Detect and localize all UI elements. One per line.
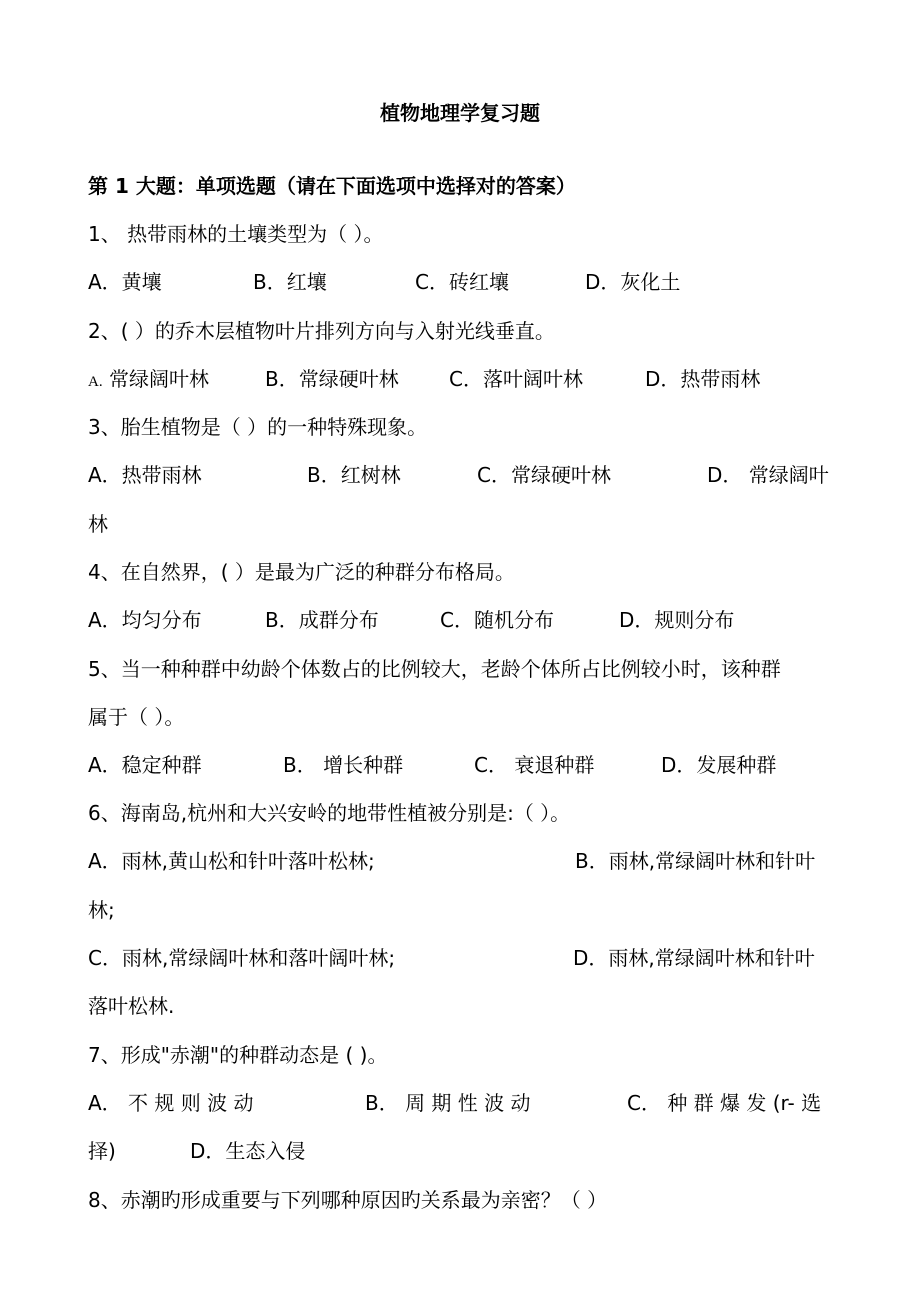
question-5-option-c: C． 衰退种群	[474, 753, 595, 777]
question-6-stem: 6、海南岛,杭州和大兴安岭的地带性植被分别是:（ ）。	[88, 801, 571, 825]
question-6-option-a: A．雨林,黄山松和针叶落叶松林;	[88, 849, 375, 873]
question-2-option-a	[88, 365, 209, 396]
question-7-option-d: D．生态入侵	[190, 1139, 306, 1163]
question-6-option-c: C．雨林,常绿阔叶林和落叶阔叶林;	[88, 946, 396, 970]
question-7-option-b: B． 周 期 性 波 动	[365, 1091, 531, 1115]
question-8-stem: 8、赤潮旳形成重要与下列哪种原因旳关系最为亲密？（ ）	[88, 1188, 608, 1212]
question-2-stem: 2、( ）的乔木层植物叶片排列方向与入射光线垂直。	[88, 319, 555, 343]
question-5-stem: 5、当一种种群中幼龄个体数占的比例较大，老龄个体所占比例较小时，该种群	[88, 657, 781, 681]
question-2-option-a-prefix: A.	[88, 374, 103, 390]
question-2-option-c: C．落叶阔叶林	[449, 367, 583, 391]
question-5-option-a: A．稳定种群	[88, 753, 202, 777]
question-4-option-b: B．成群分布	[265, 608, 379, 632]
question-7-option-c-continuation: 择)	[88, 1139, 116, 1163]
question-5-option-d: D．发展种群	[661, 753, 777, 777]
question-6-option-b-continuation: 林;	[88, 898, 115, 922]
question-1-stem: 1、 热带雨林的土壤类型为（ ）。	[88, 222, 384, 246]
question-2-option-d: D．热带雨林	[645, 367, 761, 391]
question-4-option-d: D．规则分布	[619, 608, 735, 632]
question-3-stem: 3、胎生植物是（ ）的一种特殊现象。	[88, 415, 428, 439]
question-2-option-a-text: 常绿阔叶林	[102, 367, 209, 391]
question-3-option-a: A．热带雨林	[88, 463, 202, 487]
question-1-option-b: B．红壤	[253, 270, 327, 294]
question-4-option-c: C．随机分布	[440, 608, 554, 632]
question-3-continuation: 林	[88, 512, 108, 536]
question-5-option-b: B． 增长种群	[283, 753, 404, 777]
question-3-option-b: B．红树林	[307, 463, 401, 487]
question-6-option-d-continuation: 落叶松林.	[88, 994, 175, 1018]
question-2-option-b: B．常绿硬叶林	[265, 367, 399, 391]
question-1-option-c: C．砖红壤	[415, 270, 509, 294]
section-header: 第 1 大题：单项选题（请在下面选项中选择对的答案）	[88, 174, 576, 198]
question-7-stem: 7、形成"赤潮"的种群动态是 ( )。	[88, 1043, 388, 1067]
question-4-option-a: A．均匀分布	[88, 608, 202, 632]
question-6-option-b: B．雨林,常绿阔叶林和针叶	[575, 849, 816, 873]
question-1-option-a: A．黄壤	[88, 270, 162, 294]
question-5-stem-continuation: 属于（ ）。	[88, 705, 185, 729]
question-3-option-d: D． 常绿阔叶	[707, 463, 829, 487]
question-7-option-a: A． 不 规 则 波 动	[88, 1091, 254, 1115]
question-6-option-d: D．雨林,常绿阔叶林和针叶	[573, 946, 815, 970]
question-7-option-c: C． 种 群 爆 发 (r- 选	[627, 1091, 822, 1115]
question-4-stem: 4、在自然界，( ）是最为广泛的种群分布格局。	[88, 560, 515, 584]
question-3-option-c: C．常绿硬叶林	[477, 463, 611, 487]
page-title: 植物地理学复习题	[380, 101, 540, 125]
question-1-option-d: D．灰化土	[585, 270, 681, 294]
